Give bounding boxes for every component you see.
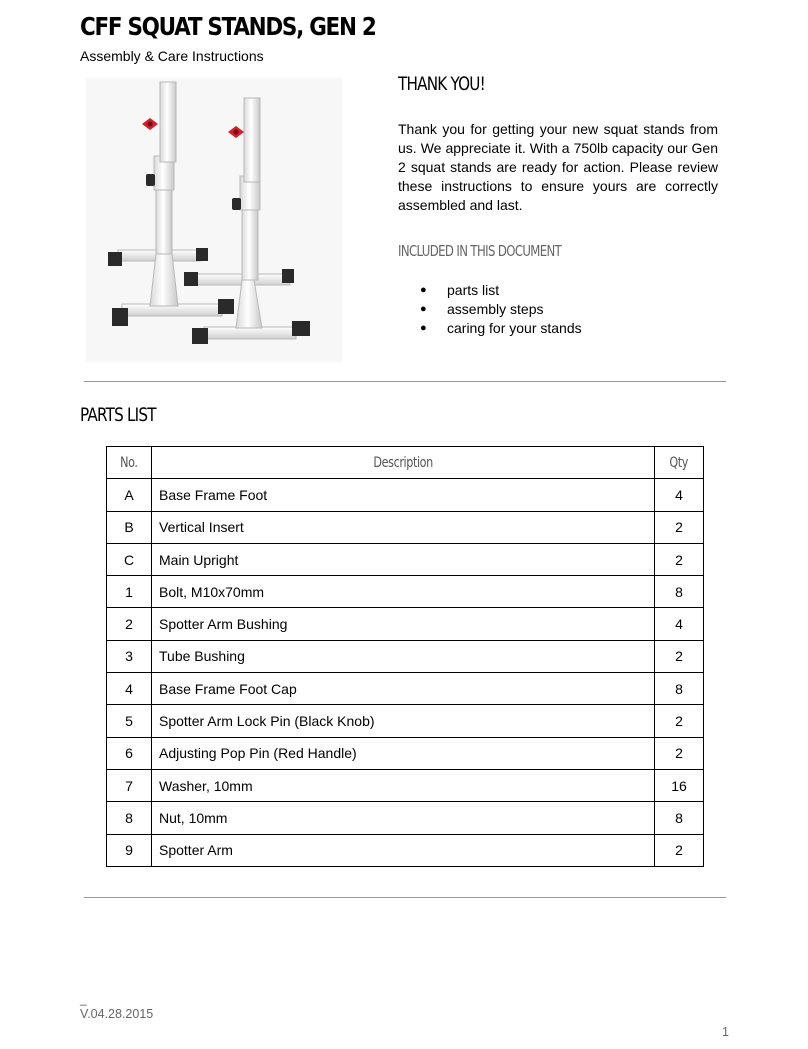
part-qty: 8 <box>655 802 704 834</box>
part-qty: 2 <box>655 640 704 672</box>
table-row <box>107 705 704 737</box>
table-row <box>107 608 704 640</box>
version-label: V.04.28.2015 <box>80 1007 154 1021</box>
document-title: CFF SQUAT STANDS, GEN 2 <box>80 12 376 41</box>
part-description: Adjusting Pop Pin (Red Handle) <box>152 737 655 769</box>
parts-list-heading: PARTS LIST <box>80 404 156 426</box>
table-header-row <box>107 447 704 479</box>
list-item: ● caring for your stands <box>420 319 582 338</box>
parts-table <box>106 446 704 867</box>
part-qty: 2 <box>655 737 704 769</box>
section-divider <box>84 897 726 898</box>
list-item: ● parts list <box>420 281 582 300</box>
part-description: Spotter Arm Lock Pin (Black Knob) <box>152 705 655 737</box>
part-qty: 8 <box>655 673 704 705</box>
part-description: Tube Bushing <box>152 640 655 672</box>
part-description: Spotter Arm <box>152 834 655 866</box>
document-subtitle: Assembly & Care Instructions <box>80 48 264 64</box>
squat-stands-photo <box>86 78 342 362</box>
part-qty: 2 <box>655 543 704 575</box>
part-description: Vertical Insert <box>152 511 655 543</box>
included-list <box>420 281 582 338</box>
part-qty: 4 <box>655 479 704 511</box>
part-description: Main Upright <box>152 543 655 575</box>
part-no: 8 <box>107 802 152 834</box>
part-description: Nut, 10mm <box>152 802 655 834</box>
list-item: ● assembly steps <box>420 300 582 319</box>
table-row <box>107 673 704 705</box>
part-no: 9 <box>107 834 152 866</box>
part-no: 6 <box>107 737 152 769</box>
table-row <box>107 543 704 575</box>
section-divider <box>84 381 726 382</box>
table-row <box>107 834 704 866</box>
table-row <box>107 737 704 769</box>
part-qty: 2 <box>655 511 704 543</box>
part-no: 5 <box>107 705 152 737</box>
footer-dash: _ <box>80 992 87 1006</box>
part-qty: 4 <box>655 608 704 640</box>
table-row <box>107 511 704 543</box>
part-qty: 2 <box>655 834 704 866</box>
table-row <box>107 576 704 608</box>
part-no: 1 <box>107 576 152 608</box>
table-row <box>107 479 704 511</box>
table-row <box>107 802 704 834</box>
table-row <box>107 640 704 672</box>
part-no: 4 <box>107 673 152 705</box>
part-description: Spotter Arm Bushing <box>152 608 655 640</box>
column-header-no: No. <box>107 447 152 479</box>
part-no: A <box>107 479 152 511</box>
part-description: Bolt, M10x70mm <box>152 576 655 608</box>
part-no: 2 <box>107 608 152 640</box>
part-no: C <box>107 543 152 575</box>
part-description: Base Frame Foot <box>152 479 655 511</box>
part-no: B <box>107 511 152 543</box>
part-qty: 16 <box>655 769 704 801</box>
part-description: Washer, 10mm <box>152 769 655 801</box>
column-header-qty: Qty <box>655 447 704 479</box>
thank-you-paragraph: Thank you for getting your new squat stands from us. We appreciate it. With a 750lb capacity our Gen 2 squat stands are ready for action. Please review these instructions to ensure yours are correctly assembled and last. <box>398 121 718 213</box>
page-number: 1 <box>722 1025 729 1039</box>
table-row <box>107 769 704 801</box>
included-heading: INCLUDED IN THIS DOCUMENT <box>398 242 562 260</box>
column-header-description: Description <box>152 447 655 479</box>
part-no: 3 <box>107 640 152 672</box>
part-qty: 8 <box>655 576 704 608</box>
part-no: 7 <box>107 769 152 801</box>
part-qty: 2 <box>655 705 704 737</box>
thank-you-heading: THANK YOU! <box>398 73 485 95</box>
part-description: Base Frame Foot Cap <box>152 673 655 705</box>
